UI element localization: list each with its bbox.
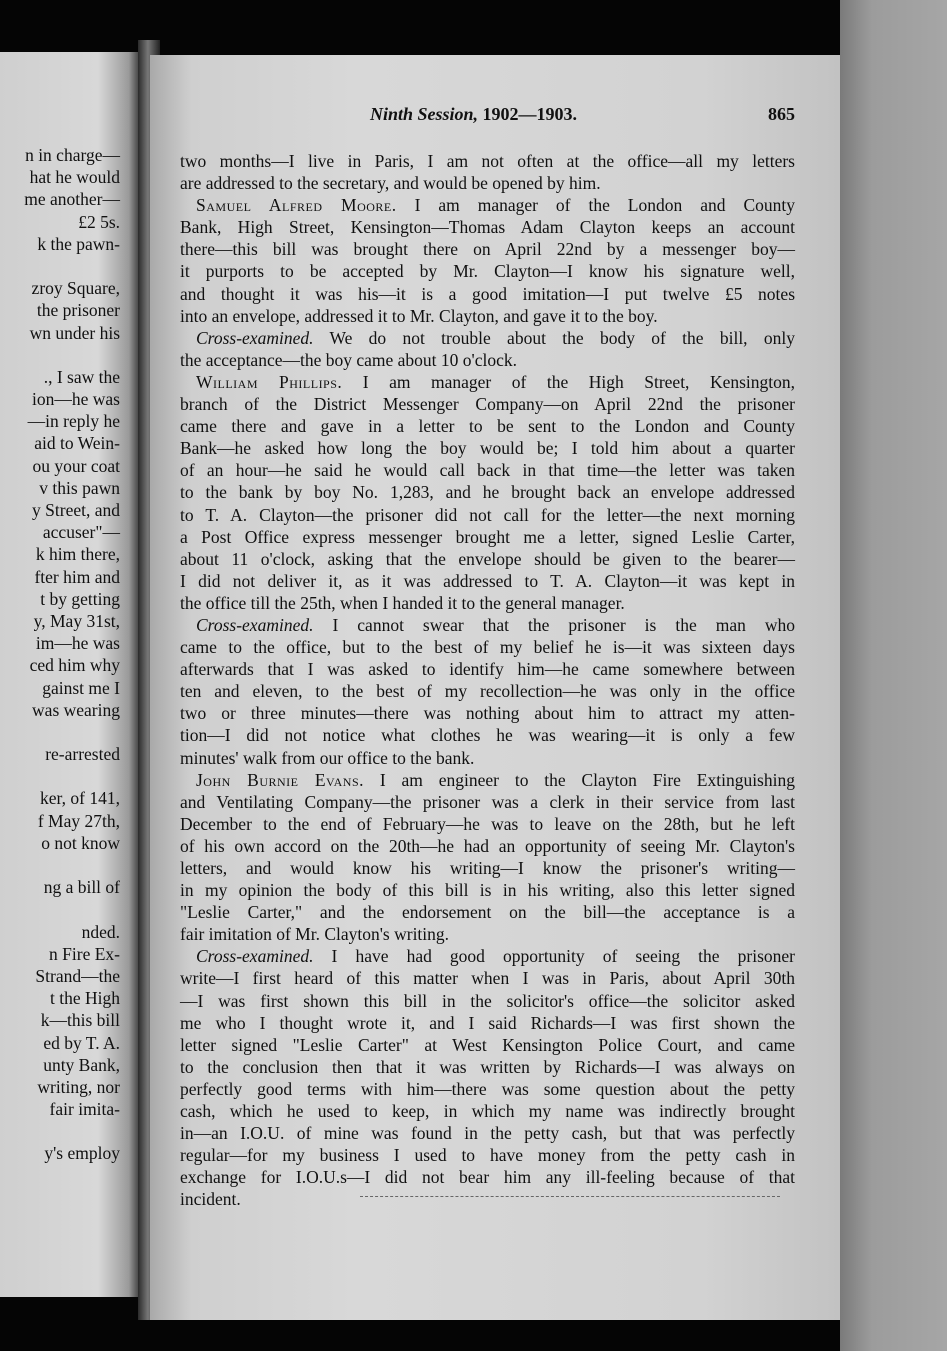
cross-examined-label: Cross-examined. — [196, 614, 314, 635]
left-page-line: was wearing — [32, 699, 120, 720]
text-line — [180, 216, 795, 238]
line-text: incident. — [180, 1189, 241, 1210]
left-page-line: im—he was — [35, 633, 120, 654]
line-text: Bank—he asked how long the boy would be; I told him about a quarter — [180, 438, 795, 459]
left-page-line: ed by T. A. — [43, 1032, 120, 1053]
cross-examined-label: Cross-examined. — [196, 327, 314, 348]
text-line — [180, 879, 795, 901]
line-text: letter signed "Leslie Carter" at West Kensington Police Court, and came — [180, 1034, 795, 1055]
left-page-line: ., I saw the — [43, 366, 120, 387]
left-page-line: zroy Square, — [31, 278, 120, 299]
left-page-line: aid to Wein- — [34, 433, 120, 454]
header-session: Ninth Session, — [370, 104, 479, 124]
line-text: write—I first heard of this matter when I was in Paris, about April 30th — [180, 968, 795, 989]
text-line — [180, 305, 795, 327]
text-line — [180, 1100, 795, 1122]
left-page-line: v this pawn — [39, 477, 120, 498]
left-page-line: re-arrested — [45, 744, 120, 765]
text-line — [180, 415, 795, 437]
text-line — [180, 724, 795, 746]
line-text: regular—for my business I used to have money from the petty cash in — [180, 1145, 795, 1166]
line-text: of his own accord on the 20th—he had an opportunity of seeing Mr. Clayton's — [180, 835, 795, 856]
text-line — [180, 548, 795, 570]
witness-name: John Burnie Evans. — [196, 769, 365, 790]
text-line — [180, 327, 795, 349]
left-page-line: k the pawn- — [37, 233, 120, 254]
left-page-line: fair imita- — [49, 1099, 120, 1120]
left-page-line: unty Bank, — [43, 1054, 120, 1075]
line-text: minutes' walk from our office to the bank. — [180, 747, 475, 768]
line-text: came to the office, but to the best of my belief he is—it was sixteen days — [180, 637, 795, 658]
left-page-line: the prisoner — [36, 300, 120, 321]
line-text: tion—I did not notice what clothes he was wearing—it is only a few — [180, 725, 795, 746]
line-text: I am manager of the High Street, Kensington, — [342, 371, 796, 392]
text-line — [180, 769, 795, 791]
line-text: branch of the District Messenger Company—on April 22nd the prisoner — [180, 394, 795, 415]
text-line — [180, 813, 795, 835]
text-line — [180, 990, 795, 1012]
left-page-line: gainst me I — [42, 677, 120, 698]
line-text: in—an I.O.U. of mine was found in the petty cash, but that was perfectly — [180, 1123, 795, 1144]
left-page-line: accuser"— — [42, 522, 120, 543]
text-line — [180, 283, 795, 305]
line-text: a Post Office express messenger brought me a letter, signed Leslie Carter, — [180, 526, 795, 547]
left-page-line: f May 27th, — [37, 810, 120, 831]
text-line — [180, 1056, 795, 1078]
line-text: and Ventilating Company—the prisoner was a clerk in their service from last — [180, 791, 795, 812]
line-text: the acceptance—the boy came about 10 o'clock. — [180, 349, 517, 370]
line-text: two or three minutes—there was nothing about him to attract my atten- — [180, 703, 795, 724]
page-number: 865 — [768, 104, 795, 124]
left-page — [0, 52, 140, 1297]
line-text: I am manager of the London and County — [396, 195, 795, 216]
text-line — [180, 592, 795, 614]
left-page-line: hat he would — [29, 167, 120, 188]
line-text: "Leslie Carter," and the endorsement on the bill—the acceptance is a — [180, 902, 795, 923]
line-text: —I was first shown this bill in the solicitor's office—the solicitor asked — [180, 990, 795, 1011]
left-page-line: o not know — [41, 832, 120, 853]
left-page-line: £2 5s. — [78, 211, 120, 232]
text-line — [180, 835, 795, 857]
line-text: afterwards that I was asked to identify him—he came somewhere between — [180, 659, 795, 680]
text-line — [180, 481, 795, 503]
text-line — [180, 437, 795, 459]
left-page-line: ion—he was — [32, 389, 120, 410]
text-line — [180, 747, 795, 769]
line-text: to T. A. Clayton—the prisoner did not call for the letter—the next morning — [180, 504, 795, 525]
text-line — [180, 1122, 795, 1144]
left-page-line: ng a bill of — [43, 877, 120, 898]
text-line — [180, 349, 795, 371]
line-text: I have had good opportunity of seeing the prisoner — [313, 946, 795, 967]
witness-name: Samuel Alfred Moore. — [196, 195, 397, 216]
cross-examined-label: Cross-examined. — [196, 946, 314, 967]
line-text: it purports to be accepted by Mr. Clayton—I know his signature well, — [180, 261, 795, 282]
line-text: of an hour—he said he would call back in that time—the letter was taken — [180, 460, 795, 481]
text-line — [180, 967, 795, 989]
line-text: are addressed to the secretary, and would be opened by him. — [180, 173, 601, 194]
line-text: letters, and would know his writing—I know the prisoner's writing— — [180, 858, 795, 878]
left-page-line: y, May 31st, — [33, 610, 120, 631]
line-text: I cannot swear that the prisoner is the man who — [313, 614, 795, 635]
line-text: two months—I live in Paris, I am not often at the office—all my letters — [180, 151, 795, 171]
line-text: to the bank by boy No. 1,283, and he brought back an envelope addressed — [180, 482, 795, 503]
page-edge-background — [840, 0, 947, 1351]
line-text: Bank, High Street, Kensington—Thomas Adam Clayton keeps an account — [180, 217, 795, 238]
line-text: me who I thought wrote it, and I said Richards—I was first shown the — [180, 1012, 795, 1033]
left-page-line — [24, 765, 120, 787]
text-line — [180, 150, 795, 172]
witness-name: William Phillips. — [196, 371, 343, 392]
text-line — [180, 1144, 795, 1166]
left-page-line: n Fire Ex- — [49, 943, 120, 964]
line-text: perfectly good terms with him—there was some question about the petty — [180, 1078, 795, 1099]
left-page-line: t the High — [50, 988, 120, 1009]
line-text: to the conclusion then that it was written by Richards—I was always on — [180, 1056, 795, 1077]
line-text: We do not trouble about the body of the bill, only — [313, 327, 795, 348]
bottom-rule — [360, 1196, 780, 1197]
line-text: into an envelope, addressed it to Mr. Clayton, and gave it to the boy. — [180, 305, 658, 326]
line-text: the office till the 25th, when I handed it to the general manager. — [180, 592, 625, 613]
line-text: about 11 o'clock, asking that the envelope should be given to the bearer— — [180, 548, 795, 569]
text-line — [180, 1034, 795, 1056]
left-page-line: wn under his — [29, 322, 120, 343]
text-line — [180, 393, 795, 415]
text-line — [180, 459, 795, 481]
line-text: cash, which he used to keep, in which my name was indirectly brought — [180, 1101, 795, 1122]
left-page-line: t by getting — [40, 588, 120, 609]
left-page-line: me another— — [24, 189, 120, 210]
text-line — [180, 702, 795, 724]
text-line — [180, 1078, 795, 1100]
line-text: exchange for I.O.U.s—I did not bear him any ill-feeling because of that — [180, 1167, 795, 1188]
line-text: ten and eleven, to the best of my recollection—he was only in the office — [180, 681, 795, 702]
text-line — [180, 791, 795, 813]
text-line — [180, 172, 795, 194]
text-line — [180, 1166, 795, 1188]
line-text: in my opinion the body of this bill is in his writing, also this letter signed — [180, 880, 795, 901]
text-line — [180, 1188, 795, 1210]
left-page-text — [24, 144, 120, 1165]
left-page-line: ou your coat — [32, 455, 120, 476]
left-page-line: —in reply he — [27, 411, 120, 432]
left-page-line — [24, 898, 120, 920]
left-page-line: ced him why — [29, 655, 120, 676]
text-line — [180, 636, 795, 658]
text-line — [180, 194, 795, 216]
header-years: 1902—1903. — [482, 104, 578, 124]
left-page-line: k—this bill — [40, 1010, 120, 1031]
text-line — [180, 238, 795, 260]
text-line — [180, 945, 795, 967]
left-page-line: k him there, — [35, 544, 120, 565]
text-line — [180, 504, 795, 526]
text-line — [180, 260, 795, 282]
left-page-line — [24, 721, 120, 743]
text-line — [180, 371, 795, 393]
text-line — [180, 658, 795, 680]
left-page-line: writing, nor — [37, 1076, 120, 1097]
line-text: December to the end of February—he was to leave on the 28th, but he left — [180, 813, 795, 834]
text-line — [180, 857, 795, 879]
text-line — [180, 614, 795, 636]
text-line — [180, 680, 795, 702]
line-text: there—this bill was brought there on April 22nd by a messenger boy— — [180, 239, 795, 260]
line-text: I did not deliver it, as it was addressed to T. A. Clayton—it was kept in — [180, 570, 795, 591]
left-page-line: y's employ — [44, 1143, 120, 1164]
text-line — [180, 901, 795, 923]
text-line — [180, 570, 795, 592]
line-text: came there and gave in a letter to be sent to the London and County — [180, 416, 795, 437]
text-line — [180, 1012, 795, 1034]
left-page-line — [24, 854, 120, 876]
text-line — [180, 923, 795, 945]
left-page-line — [24, 1120, 120, 1142]
line-text: I am engineer to the Clayton Fire Extinguishing — [364, 769, 795, 790]
running-header — [370, 104, 795, 125]
left-page-line: y Street, and — [32, 500, 120, 520]
left-page-line: n in charge— — [25, 145, 120, 165]
left-page-line — [24, 344, 120, 366]
left-page-line: Strand—the — [35, 965, 120, 986]
line-text: and thought it was his—it is a good imitation—I put twelve £5 notes — [180, 283, 795, 304]
left-page-line: fter him and — [34, 566, 120, 587]
line-text: fair imitation of Mr. Clayton's writing. — [180, 924, 450, 945]
text-line — [180, 526, 795, 548]
left-page-line — [24, 255, 120, 277]
left-page-line: ker, of 141, — [40, 788, 120, 809]
body-text — [180, 150, 795, 1211]
left-page-line: nded. — [81, 921, 120, 942]
